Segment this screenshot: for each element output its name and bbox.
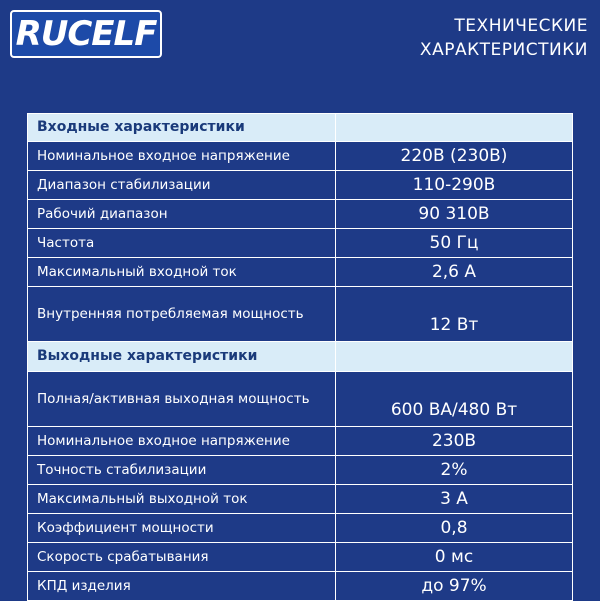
table-row bbox=[28, 372, 573, 427]
page-heading bbox=[420, 14, 588, 62]
page-heading-line-2: ХАРАКТЕРИСТИКИ bbox=[419, 40, 588, 60]
spec-value: 0 мс bbox=[336, 543, 573, 572]
section-title-output: Выходные характеристики bbox=[28, 342, 336, 372]
spec-label: Диапазон стабилизации bbox=[28, 171, 336, 200]
spec-value: 12 Вт bbox=[336, 287, 573, 342]
spec-label: Максимальный выходной ток bbox=[28, 485, 336, 514]
spec-label: Рабочий диапазон bbox=[28, 200, 336, 229]
spec-value: 600 ВА/480 Вт bbox=[336, 372, 573, 427]
spec-label: Номинальное входное напряжение bbox=[28, 142, 336, 171]
table-row bbox=[28, 142, 573, 171]
spec-label: КПД изделия bbox=[28, 572, 336, 601]
spec-label: Коэффициент мощности bbox=[28, 514, 336, 543]
spec-value: 2% bbox=[336, 456, 573, 485]
spec-label: Точность стабилизации bbox=[28, 456, 336, 485]
table-row bbox=[28, 514, 573, 543]
spec-value: 50 Гц bbox=[336, 229, 573, 258]
spec-value: 3 А bbox=[336, 485, 573, 514]
brand-logo bbox=[10, 10, 162, 58]
spec-value: 230В bbox=[336, 427, 573, 456]
section-header-empty-cell bbox=[336, 114, 573, 142]
section-header-input bbox=[28, 114, 573, 142]
spec-value: 220В (230В) bbox=[336, 142, 573, 171]
spec-value: 0,8 bbox=[336, 514, 573, 543]
page-heading-line-1: ТЕХНИЧЕСКИЕ bbox=[454, 16, 588, 36]
table-row bbox=[28, 287, 573, 342]
table-row bbox=[28, 572, 573, 601]
spec-label: Частота bbox=[28, 229, 336, 258]
section-header-output bbox=[28, 342, 573, 372]
table-row bbox=[28, 427, 573, 456]
table-row bbox=[28, 456, 573, 485]
specs-table bbox=[27, 113, 573, 601]
spec-label: Полная/активная выходная мощность bbox=[28, 372, 336, 427]
spec-label: Максимальный входной ток bbox=[28, 258, 336, 287]
table-row bbox=[28, 171, 573, 200]
spec-label: Скорость срабатывания bbox=[28, 543, 336, 572]
spec-value: до 97% bbox=[336, 572, 573, 601]
spec-value: 90 310В bbox=[336, 200, 573, 229]
table-row bbox=[28, 485, 573, 514]
table-row bbox=[28, 200, 573, 229]
spec-label: Номинальное входное напряжение bbox=[28, 427, 336, 456]
spec-value: 2,6 А bbox=[336, 258, 573, 287]
spec-label: Внутренняя потребляемая мощность bbox=[28, 287, 336, 342]
table-row bbox=[28, 229, 573, 258]
section-title-input: Входные характеристики bbox=[28, 114, 336, 142]
table-row bbox=[28, 543, 573, 572]
spec-value: 110-290В bbox=[336, 171, 573, 200]
section-header-empty-cell bbox=[336, 342, 573, 372]
table-row bbox=[28, 258, 573, 287]
brand-logo-text: RUCELF bbox=[15, 14, 157, 54]
